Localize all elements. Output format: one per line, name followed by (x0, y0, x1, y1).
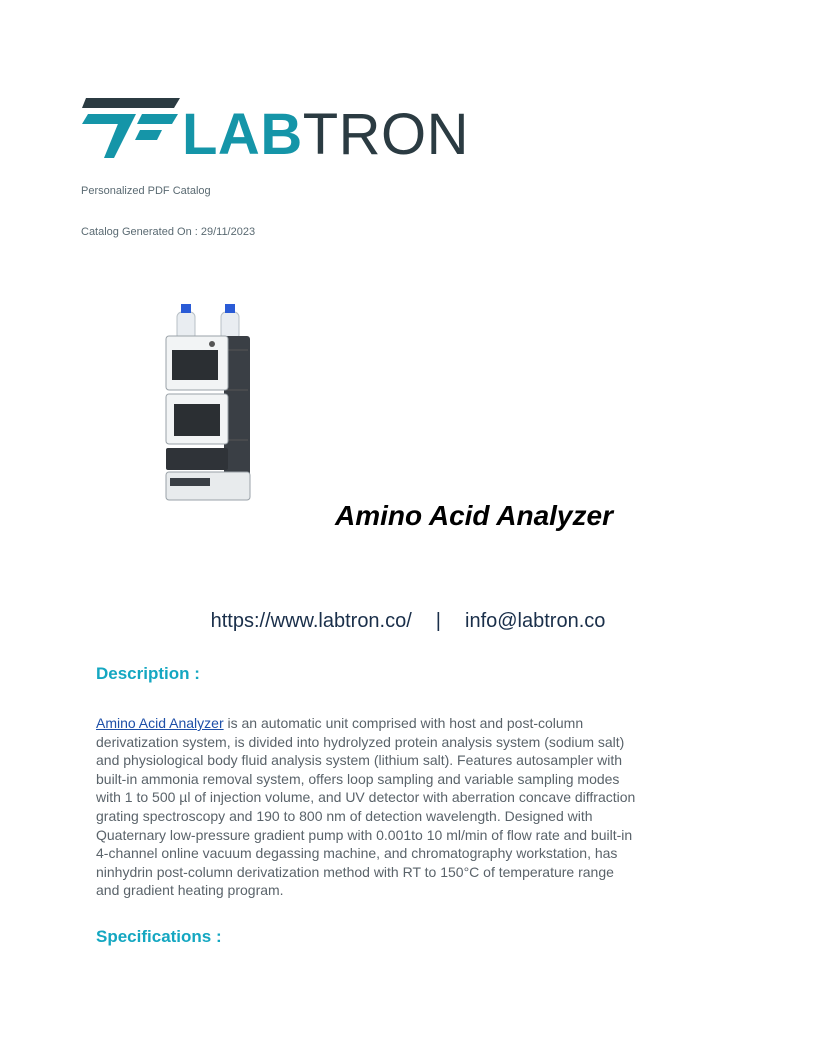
description-body (96, 714, 636, 900)
specifications-heading: Specifications : (96, 927, 222, 946)
brand-wordmark-lab: LAB (182, 102, 303, 167)
description-text: is an automatic unit comprised with host and post-column derivatization system, is divided into hydrolyzed protein analysis system (sodium salt) and physiological body fluid analysis system (lithium salt). Features autosampler with built-in ammonia removal system, offers loop sampling and variable sampling modes with 1 to 500 µl of injection volume, and UV detector with aberration concave diffraction grating spectroscopy and 190 to 800 nm of detection wavelength. Designed with Quaternary low-pressure gradient pump with 0.001to 10 ml/min of flow rate and built-in 4-channel online vacuum degassing machine, and chromatography workstation, has ninhydrin post-column derivatization method with RT to 150°C of temperature range and gradient heating program. (96, 715, 636, 899)
contact-separator: | (435, 610, 441, 632)
email-link[interactable]: info@labtron.co (465, 610, 606, 632)
amino-acid-analyzer-product-image (160, 300, 256, 506)
website-link[interactable]: https://www.labtron.co/ (210, 610, 412, 632)
catalog-subtitle: Personalized PDF Catalog (81, 185, 211, 197)
brand-wordmark (182, 104, 469, 166)
product-title: Amino Acid Analyzer (335, 500, 613, 531)
brand-wordmark-tron: TRON (302, 102, 470, 167)
catalog-generated-date: Catalog Generated On : 29/11/2023 (81, 226, 256, 238)
contact-line (0, 610, 816, 633)
product-link[interactable]: Amino Acid Analyzer (96, 715, 224, 731)
description-heading: Description : (96, 664, 200, 683)
